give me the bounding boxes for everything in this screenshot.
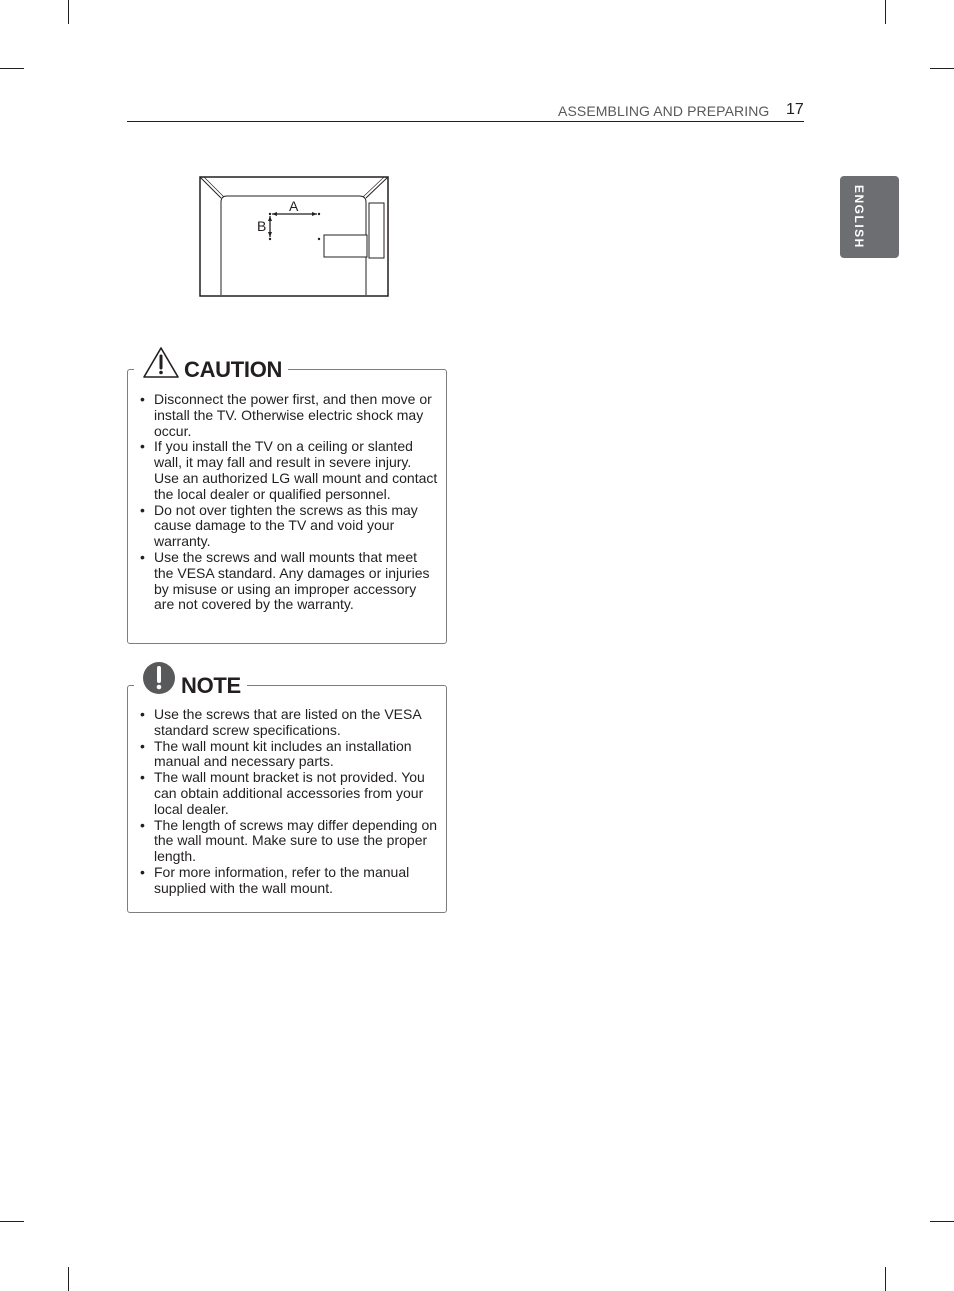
note-header (134, 661, 247, 697)
language-tab-label: ENGLISH (852, 185, 866, 249)
list-item: • For more information, refer to the manual supplied with the wall mount. (128, 865, 438, 897)
crop-mark (68, 0, 69, 24)
tv-back-outline (199, 176, 391, 298)
list-item: • Use the screws and wall mounts that meet the VESA standard. Any damages or injuries by misuse or using an improper accessory are not covered by the warranty. (128, 550, 438, 613)
list-item: • If you install the TV on a ceiling or slanted wall, it may fall and result in severe injury. Use an authorized LG wall mount and contact the local dealer or qualified personnel. (128, 439, 438, 502)
caution-header (134, 345, 288, 381)
dimension-label-b: B (257, 218, 267, 234)
exclamation-circle-icon (142, 661, 176, 695)
tv-back-diagram (199, 176, 391, 303)
list-item: • The wall mount kit includes an installation manual and necessary parts. (128, 739, 438, 771)
note-list (128, 707, 438, 897)
caution-title: CAUTION (184, 357, 283, 382)
note-box (127, 673, 447, 913)
note-title: NOTE (181, 673, 241, 698)
dimension-label-a: A (289, 198, 299, 214)
crop-mark (930, 68, 954, 69)
list-item: • The wall mount bracket is not provided. You can obtain additional accessories from your local dealer. (128, 770, 438, 817)
page-number: 17 (786, 101, 804, 118)
caution-list (128, 392, 438, 613)
crop-mark (885, 0, 886, 24)
header-divider (127, 121, 804, 122)
running-header: ASSEMBLING AND PREPARING (558, 103, 770, 119)
crop-mark (930, 1221, 954, 1222)
list-item: • Disconnect the power first, and then move or install the TV. Otherwise electric shock may occur. (128, 392, 438, 439)
list-item: • The length of screws may differ depending on the wall mount. Make sure to use the proper length. (128, 818, 438, 865)
crop-mark (0, 68, 24, 69)
list-item: • Use the screws that are listed on the VESA standard screw specifications. (128, 707, 438, 739)
crop-mark (885, 1267, 886, 1291)
warning-triangle-icon (142, 346, 180, 379)
crop-mark (68, 1267, 69, 1291)
language-tab (840, 176, 899, 258)
crop-mark (0, 1221, 24, 1222)
caution-box (127, 357, 447, 644)
list-item: • Do not over tighten the screws as this may cause damage to the TV and void your warranty. (128, 503, 438, 550)
